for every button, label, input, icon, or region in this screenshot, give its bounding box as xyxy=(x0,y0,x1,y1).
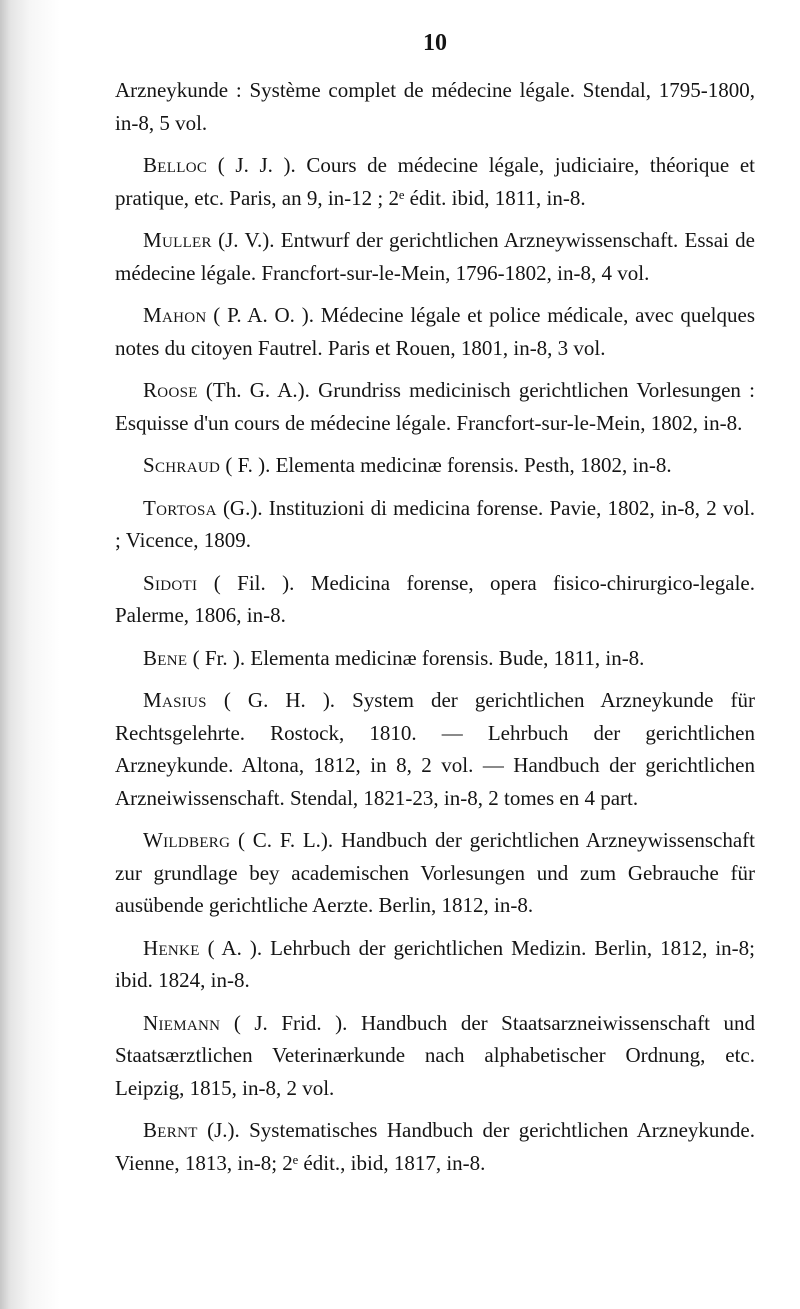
bibliography-entry xyxy=(115,642,755,675)
bibliography-entry xyxy=(115,149,755,214)
bibliography-entry xyxy=(115,374,755,439)
entry-author: Bernt xyxy=(143,1118,198,1142)
entry-author: Masius xyxy=(143,688,207,712)
entry-author: Muller xyxy=(143,228,212,252)
entry-author: Sidoti xyxy=(143,570,198,595)
page-number: 10 xyxy=(423,30,447,56)
entry-author: Roose xyxy=(143,378,198,402)
entry-author: Henke xyxy=(143,935,200,960)
entry-text: (Th. G. A.). Grundriss medicinisch gerichtlichen Vorlesungen : Esquisse d'un cours de médecine légale. Francfort-sur-le-Mein, 1802, in-8. xyxy=(115,378,755,435)
entry-author: Schraud xyxy=(143,453,221,477)
bibliography-entry xyxy=(115,684,755,814)
entry-text: (J.). Systematisches Handbuch der gerichtlichen Arzneykunde. Vienne, 1813, in-8; 2ᵉ édit., ibid, 1817, in-8. xyxy=(115,1118,755,1175)
bibliography-list xyxy=(115,74,755,1189)
bibliography-entry xyxy=(115,492,755,557)
entry-text: ( P. A. O. ). Médecine légale et police médicale, avec quelques notes du citoyen Fautrel. Paris et Rouen, 1801, in-8, 3 vol. xyxy=(115,303,755,360)
entry-author: Belloc xyxy=(143,153,208,177)
bibliography-entry xyxy=(115,224,755,289)
bibliography-entry xyxy=(115,299,755,364)
entry-text: (G.). Instituzioni di medicina forense. Pavie, 1802, in-8, 2 vol. ; Vicence, 1809. xyxy=(115,495,755,552)
entry-text: ( Fil. ). Medicina forense, opera fisico-chirurgico-legale. Palerme, 1806, in-8. xyxy=(115,570,755,627)
entry-text: ( Fr. ). Elementa medicinæ forensis. Bude, 1811, in-8. xyxy=(187,645,645,670)
entry-text: ( F. ). Elementa medicinæ forensis. Pesth, 1802, in-8. xyxy=(220,453,672,477)
entry-author: Bene xyxy=(143,645,188,670)
bibliography-entry xyxy=(115,1007,755,1105)
entry-text: ( C. F. L.). Handbuch der gerichtlichen Arzneywissenschaft zur grundlage bey academischen Vorlesungen und zum Gebrauche für ausübende gerichtliche Aerzte. Berlin, 1812, in-8. xyxy=(115,828,755,917)
entry-text: ( A. ). Lehrbuch der gerichtlichen Medizin. Berlin, 1812, in-8; ibid. 1824, in-8. xyxy=(115,935,755,992)
entry-author: Niemann xyxy=(143,1010,221,1035)
bibliography-entry xyxy=(115,932,755,997)
bibliography-entry xyxy=(115,74,755,139)
bibliography-entry xyxy=(115,1114,755,1179)
entry-text: ( G. H. ). System der gerichtlichen Arzneykunde für Rechtsgelehrte. Rostock, 1810. — Lehrbuch der gerichtlichen Arzneykunde. Altona, 1812, in 8, 2 vol. — Handbuch der gerichtlichen Arzneiwissenschaft. Stendal, 1821-23, in-8, 2 tomes en 4 part. xyxy=(115,688,755,810)
bibliography-entry xyxy=(115,567,755,632)
bibliography-entry xyxy=(115,449,755,482)
entry-text: (J. V.). Entwurf der gerichtlichen Arzneywissenschaft. Essai de médecine légale. Francfort-sur-le-Mein, 1796-1802, in-8, 4 vol. xyxy=(115,228,755,285)
entry-author: Tortosa xyxy=(143,495,217,520)
entry-text: Arzneykunde : Système complet de médecine légale. Stendal, 1795-1800, in-8, 5 vol. xyxy=(115,78,755,135)
entry-text: ( J. J. ). Cours de médecine légale, judiciaire, théorique et pratique, etc. Paris, an 9, in-12 ; 2ᵉ édit. ibid, 1811, in-8. xyxy=(115,153,755,210)
entry-author: Wildberg xyxy=(143,828,231,852)
entry-author: Mahon xyxy=(143,303,207,327)
bibliography-entry xyxy=(115,824,755,922)
binding-shadow xyxy=(0,0,100,1309)
entry-text: ( J. Frid. ). Handbuch der Staatsarzneiwissenschaft und Staatsærztlichen Veterinærkunde nach alphabetischer Ordnung, etc. Leipzig, 1815, in-8, 2 vol. xyxy=(115,1010,755,1100)
